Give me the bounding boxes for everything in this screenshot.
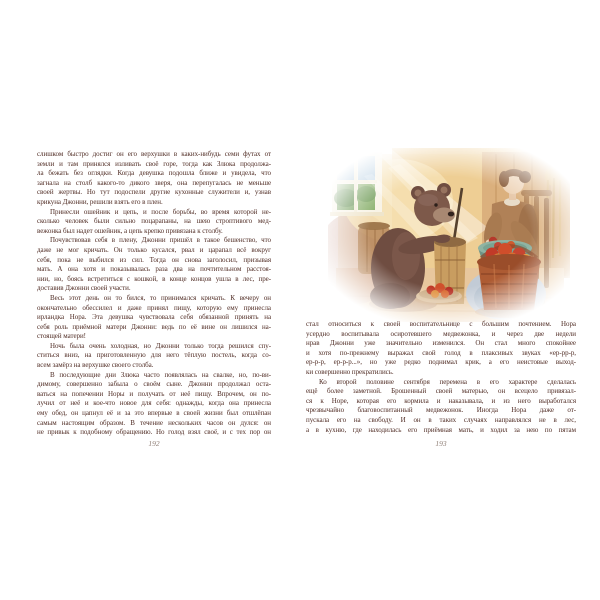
bear-nose bbox=[448, 212, 454, 217]
text-line: чрезвычайно благовоспитанный медвежонок. Иногда Нора даже от- bbox=[306, 406, 576, 415]
text-line: лучил от неё и кое-что новое для себя: однажды, когда она принесла bbox=[37, 399, 271, 408]
bear-eye bbox=[434, 203, 437, 206]
right-page-number: 193 bbox=[435, 439, 447, 448]
text-line: своей жертвы. Но тут подоспели другие кухонные служители и, узнав bbox=[37, 188, 271, 197]
text-line: Ночь была очень холодная, но Джонни только тогда решился спу- bbox=[50, 341, 271, 350]
text-line: ирландка Нора. Эта девушка чувствовала себя обязанной принять на bbox=[37, 313, 271, 322]
text-line: и хотя по-прежнему выражал свой голод в плаксивых звуках «ер-рр-р, bbox=[306, 348, 576, 357]
text-line: себя роль приёмной матери Джонни: ведь по её вине он лишился на- bbox=[37, 322, 271, 331]
basket-of-apples bbox=[475, 243, 543, 318]
text-line: ваться на попечении Норы и получать от неё пищу. Впрочем, он по- bbox=[37, 389, 271, 398]
text-line: ки совершенно прекратились. bbox=[306, 367, 394, 376]
text-line: не привык к подобному обращению. Но голод взял своё, и с тех пор он bbox=[37, 428, 271, 437]
text-line: пускала его на свободу. И он в таких случаях направлялся не в лес, bbox=[306, 415, 576, 424]
text-line: ещё более заметной. Брошенный своей матерью, он всецело привязал- bbox=[306, 387, 576, 396]
text-line: слишком быстро достиг он его верхушки в каких-нибудь семи футах от bbox=[37, 150, 271, 158]
text-line: всем замёрз на верхушке своего столба. bbox=[37, 361, 154, 370]
right-page-text bbox=[306, 320, 576, 435]
text-line: окончательно обессилел и даже принял пищу, которую ему принесла bbox=[37, 303, 271, 312]
text-line: ститься вниз, на приготовленную для него тёплую постель, когда со- bbox=[37, 351, 271, 360]
text-line: Принесли ошейник и цепь, и после борьбы, во время которой не- bbox=[50, 207, 271, 216]
text-line: доставив Джонни своей участи. bbox=[37, 284, 131, 293]
text-line: даже не мог кричать. Он только кусался, рвал и царапал всё вокруг bbox=[37, 245, 271, 254]
bear-and-girl-illustration bbox=[328, 146, 572, 334]
text-line: димому, совершенно забыла о своём сыне. Джонни продолжал оста- bbox=[37, 380, 271, 389]
text-line: нрав Джонни уже значительно изменился. Он стал много спокойнее bbox=[306, 339, 576, 348]
text-line: самым настоящим образом. В течение нескольких часов он дулся: он bbox=[37, 418, 271, 427]
text-line: ему обед, он цапнул её и за это впервые в своей жизни был отшлёпан bbox=[37, 409, 271, 418]
text-line: а в кухню, где находилась его приёмная мать, и ходил за нею по пятам bbox=[306, 425, 576, 434]
text-line: мать. А она хотя и показывалась раза два на почтительном расстоя- bbox=[37, 265, 271, 274]
text-line: Ко второй половине сентября перемена в его характере сделалась bbox=[319, 377, 576, 386]
text-line: ла бежать без оглядки. Когда девушка подошла ближе и увидела, что bbox=[37, 169, 271, 178]
text-line: себя, пока не выбился из сил. Тогда он снова заголосил, призывая bbox=[37, 255, 271, 264]
text-line: загнала на столб какого-то дикого зверя, она перепугалась не меньше bbox=[37, 178, 271, 187]
text-line: нии, но, боясь встретиться с кошкой, в конце концов ушла в лес, пре- bbox=[37, 274, 271, 283]
text-line: земли и там принялся изливать своё горе, тогда как Злюка продолжа- bbox=[37, 159, 271, 168]
text-line: сколько человек были сильно поцарапаны, на шею строптивого мед- bbox=[37, 217, 271, 226]
text-line: Весь этот день он то бился, то принимался кричать. К вечеру он bbox=[50, 293, 271, 302]
left-page-number: 192 bbox=[148, 439, 160, 448]
text-line: стал относиться к своей воспитательнице с большим почтением. Нора bbox=[306, 320, 576, 328]
text-line: усердно воспитывала осиротевшего медвежонка, и через две недели bbox=[306, 329, 576, 338]
text-line: В последующие дни Злюка часто появлялась на свалке, но, по-ви- bbox=[50, 370, 271, 379]
text-line: ер-р-р, ер-р-р...», но уже редко поднимал крик, а его неистовые выход- bbox=[306, 358, 576, 367]
text-line: вежонка был надет ошейник, а цепь крепко привязана к столбу. bbox=[37, 226, 223, 235]
left-page-text bbox=[37, 150, 271, 438]
text-line: крикуна Джонни, решили взять его в плен. bbox=[37, 197, 163, 206]
text-line: стоящей матери! bbox=[37, 332, 86, 341]
text-line: ся к Норе, которая его кормила и наказывала, и из него выработался bbox=[306, 396, 576, 405]
text-line: Почувствовав себя в плену, Джонни пришёл в такое бешенство, что bbox=[50, 236, 271, 245]
